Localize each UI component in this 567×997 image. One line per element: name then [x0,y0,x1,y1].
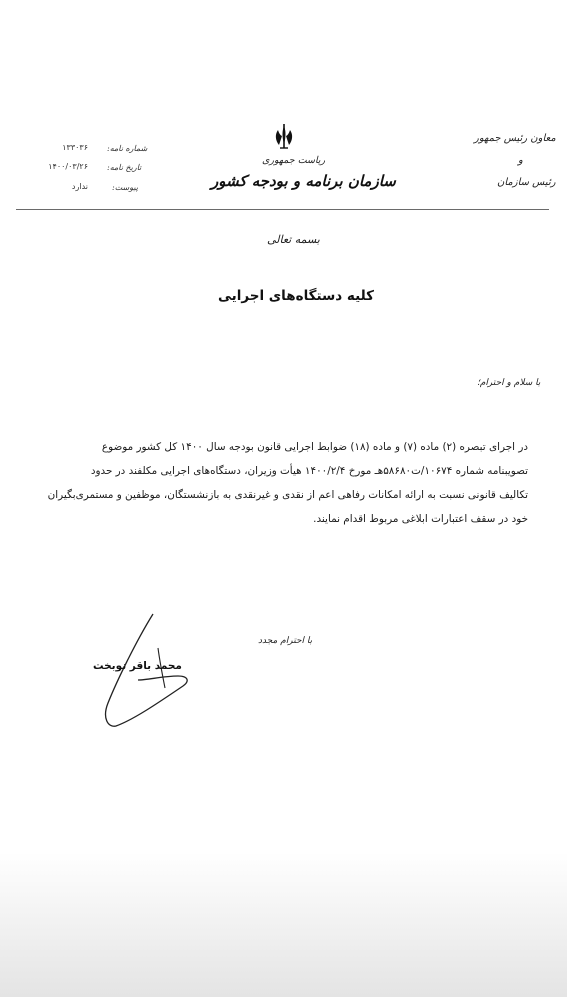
header-divider [16,209,549,210]
organization-title: سازمان برنامه و بودجه کشور [211,172,396,190]
signer-name: محمد باقر نوبخت [93,660,182,672]
addressee-heading: کلیه دستگاه‌های اجرایی [218,288,374,304]
deputy-president-title: معاون رئیس جمهور [474,133,556,144]
and-connector: و [518,155,523,166]
head-of-organization-title: رئیس سازمان [497,177,556,188]
body-line: خود در سقف اعتبارات ابلاغی مربوط اقدام نمایند. [313,513,528,525]
bottom-shadow [0,852,567,997]
attachment-value: ندارد [71,182,88,191]
letter-date-value: ۱۴۰۰/۰۳/۲۶ [48,162,88,171]
letter-date-label: تاریخ نامه: [107,163,142,172]
body-line: در اجرای تبصره (۲) ماده (۷) و ماده (۱۸) ضوابط اجرایی قانون بودجه سال ۱۴۰۰ کل کشور موضوع [101,441,528,453]
attachment-label: پیوست: [112,183,139,192]
letter-body [38,435,528,531]
closing-text: با احترام مجدد [258,636,313,646]
signature-graphic [78,608,208,738]
greeting-text: با سلام و احترام؛ [477,378,541,388]
letter-number-value: ۱۳۳۰۳۶ [62,143,88,152]
presidency-text: ریاست جمهوری [262,155,326,166]
body-line: تصویبنامه شماره ۱۰۶۷۴/ت۵۸۶۸۰هـ مورخ ۱۴۰۰/۲/۴ هیأت وزیران، دستگاه‌های اجرایی مکلفند در حدود [90,465,528,477]
letter-number-label: شماره نامه: [107,144,148,153]
body-line: تکالیف قانونی نسبت به ارائه امکانات رفاهی اعم از نقدی و غیرنقدی به بازنشستگان، موظفین و مستمری‌بگیران [47,489,528,501]
iran-emblem-icon [272,124,296,150]
bismillah-text: بسمه تعالی [267,233,320,246]
